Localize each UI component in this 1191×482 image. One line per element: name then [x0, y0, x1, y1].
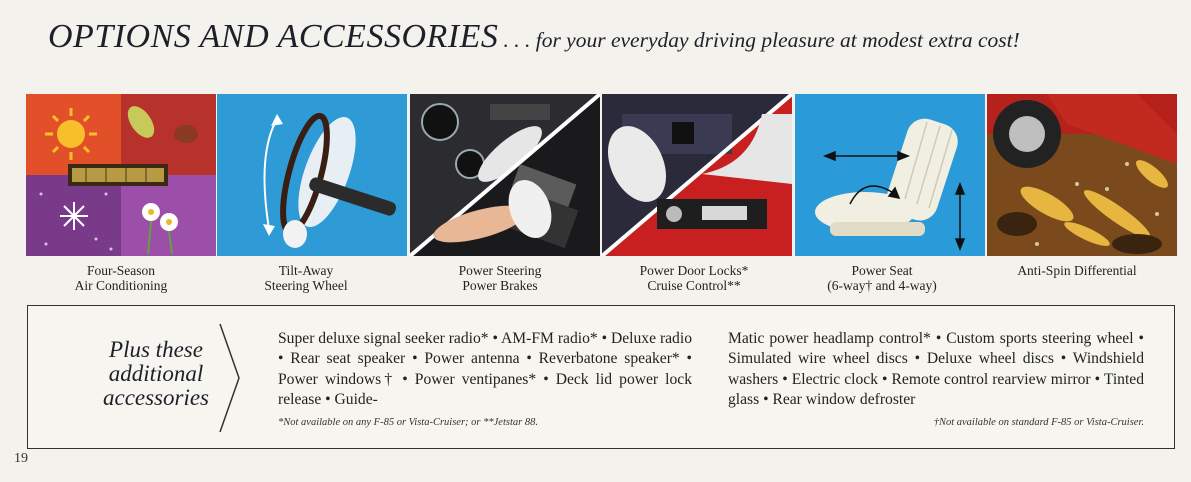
chevron-right-icon: [218, 322, 242, 434]
caption-line: Power Seat: [851, 263, 913, 278]
accessories-heading: [76, 338, 236, 410]
footnote-right: †Not available on standard F-85 or Vista-Cruiser.: [933, 417, 1144, 428]
page-number: 19: [14, 451, 28, 466]
anti-spin-photo: [987, 94, 1177, 256]
accessories-heading-line: Plus these: [109, 337, 203, 362]
caption-line: Power Door Locks*: [639, 263, 749, 278]
accessories-list-left: Super deluxe signal seeker radio* • AM-FM radio* • Deluxe radio • Rear seat speaker • Power antenna • Reverbatone speaker* • Power windows† • Power ventipanes* • Deck lid power lock release • Guide-: [278, 330, 692, 408]
caption-line: Tilt-Away: [278, 263, 334, 278]
caption-line: Cruise Control**: [647, 278, 741, 293]
caption-air-conditioning: [26, 263, 216, 293]
caption-line: Steering Wheel: [264, 278, 348, 293]
caption-line: Power Brakes: [462, 278, 538, 293]
caption-line: Anti-Spin Differential: [1017, 263, 1137, 278]
caption-line: (6-way† and 4-way): [827, 278, 937, 293]
tilt-steering-photo: [217, 94, 407, 256]
footnote-left: *Not available on any F-85 or Vista-Cruiser; or **Jetstar 88.: [278, 417, 538, 428]
caption-power-seat: [787, 263, 977, 293]
air-conditioning-photo: [26, 94, 216, 256]
accessories-heading-line: accessories: [102, 385, 210, 410]
power-seat-photo: [795, 94, 985, 256]
caption-door-locks: [599, 263, 789, 293]
accessories-list-right: Matic power headlamp control* • Custom sports steering wheel • Simulated wire wheel discs • Deluxe wheel discs • Windshield washers • Electric clock • Remote control rearview mirror • Tinted glass • Rear window defroster: [728, 330, 1144, 408]
caption-power-steering: [405, 263, 595, 293]
caption-steering-wheel: [211, 263, 401, 293]
accessories-heading-line: additional: [108, 361, 204, 386]
accessories-box: [27, 305, 1175, 449]
page-heading: [48, 18, 1168, 56]
heading-subtitle: . . . for your everyday driving pleasure at modest extra cost!: [503, 28, 1020, 52]
caption-line: Four-Season: [87, 263, 155, 278]
caption-anti-spin: [982, 263, 1172, 278]
caption-line: Power Steering: [458, 263, 542, 278]
door-locks-photo: [602, 94, 792, 256]
power-steering-photo: [410, 94, 600, 256]
caption-line: Air Conditioning: [74, 278, 168, 293]
heading-title: OPTIONS AND ACCESSORIES: [48, 18, 499, 55]
